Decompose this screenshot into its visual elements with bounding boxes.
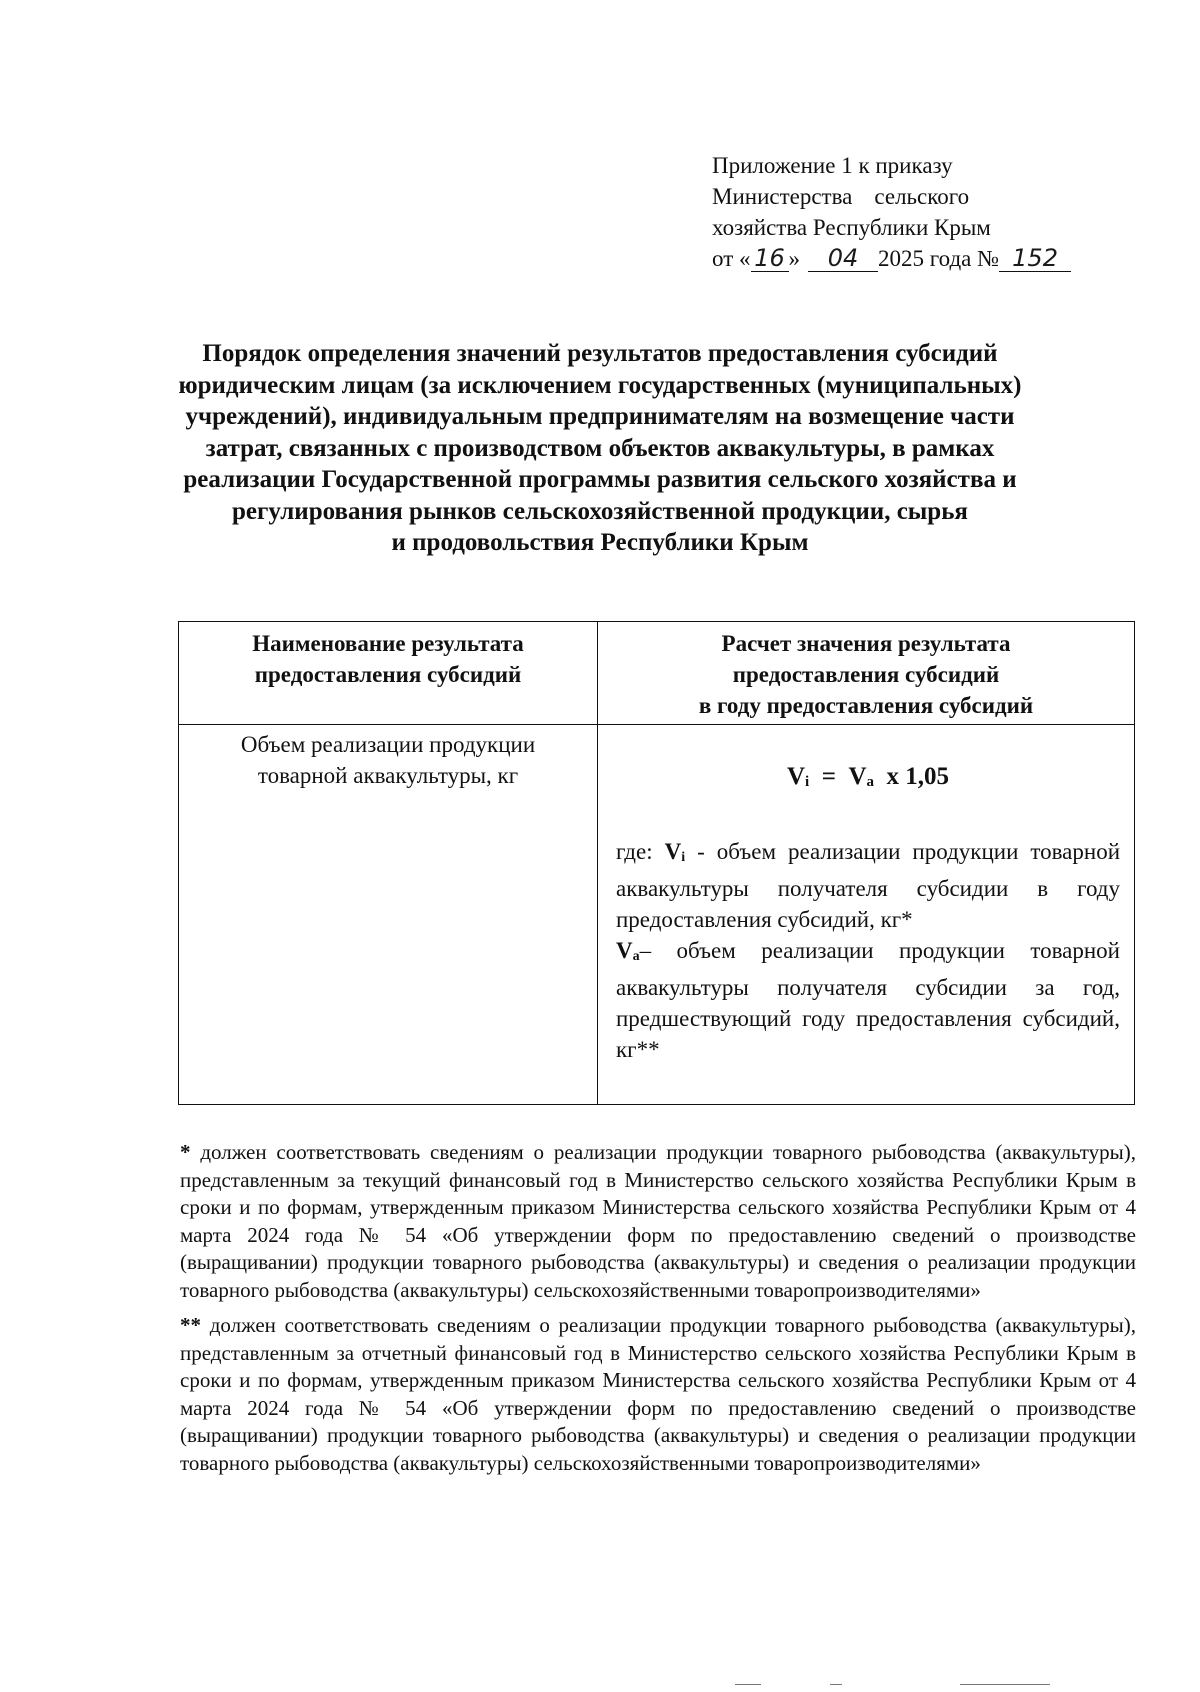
def-text: - объем реализации продукции товарной аквакультуры получателя субсидии в году предоставления субсидий, кг* bbox=[616, 839, 1120, 932]
header-line: предоставления субсидий bbox=[254, 662, 522, 687]
title-line: учреждений), индивидуальным предпринимателям на возмещение части bbox=[185, 403, 1015, 430]
document-title bbox=[150, 338, 1050, 559]
result-calc-cell bbox=[598, 725, 1135, 1105]
footnote-text: должен соответствовать сведениям о реализации продукции товарного рыбоводства (аквакультуры), представленным за текущий финансовый год в Министерство сельского хозяйства Республики Крым в сроки и по формам, утвержденным приказом Министерства сельского хозяйства Республики Крым от 4 марта 2024 года № 54 «Об утверждении форм по предоставлению сведений о производстве (выращивании) продукции товарного рыбоводства (аквакультуры) и сведения о реализации продукции товарного рыбоводства (аквакультуры) сельскохозяйственными товаропроизводителями» bbox=[180, 1140, 1136, 1302]
formula-lhs: V bbox=[786, 763, 806, 790]
date-day-handwritten: 16 bbox=[751, 245, 789, 272]
title-line: Порядок определения значений результатов предоставления субсидий bbox=[202, 340, 998, 367]
result-name-line: Объем реализации продукции bbox=[240, 732, 536, 757]
table-row bbox=[179, 725, 1135, 1105]
scan-artifact bbox=[960, 1684, 1050, 1685]
def-sub: i bbox=[681, 850, 686, 865]
order-number-handwritten: 152 bbox=[999, 245, 1071, 272]
results-table bbox=[178, 621, 1135, 1105]
header-result-name bbox=[179, 622, 598, 725]
def-symbol: V bbox=[664, 839, 682, 864]
header-line: Расчет значения результата bbox=[721, 631, 1011, 656]
def-sub: a bbox=[632, 949, 640, 964]
def-symbol: V bbox=[616, 938, 633, 963]
footnote-text: должен соответствовать сведениям о реализации продукции товарного рыбоводства (аквакультуры), представленным за отчетный финансовый год в Министерство сельского хозяйства Республики Крым в сроки и по формам, утвержденным приказом Министерства сельского хозяйства Республики Крым от 4 марта 2024 года № 54 «Об утверждении форм по предоставлению сведений о производстве (выращивании) продукции товарного рыбоводства (аквакультуры) и сведения о реализации продукции товарного рыбоводства (аквакультуры) сельскохозяйственными товаропроизводителями» bbox=[180, 1313, 1136, 1475]
scan-artifact bbox=[830, 1684, 842, 1685]
date-close: » bbox=[788, 246, 800, 271]
scan-artifact bbox=[735, 1684, 761, 1685]
formula-definitions bbox=[616, 836, 1120, 1065]
date-month-handwritten: 04 bbox=[808, 245, 878, 272]
header-line: Наименование результата bbox=[252, 631, 524, 656]
appendix-date-line bbox=[712, 243, 1071, 274]
formula-factor: x 1,05 bbox=[886, 763, 950, 790]
formula bbox=[616, 761, 1120, 798]
date-year: 2025 года № bbox=[878, 246, 1000, 271]
date-prefix: от « bbox=[712, 246, 751, 271]
title-line: реализации Государственной программы развития сельского хозяйства и bbox=[183, 466, 1017, 493]
footnote-mark: ** bbox=[180, 1313, 201, 1337]
footnote-mark: * bbox=[180, 1140, 191, 1164]
formula-lhs-sub: i bbox=[805, 774, 810, 790]
header-line: предоставления субсидий bbox=[732, 662, 1000, 687]
appendix-line-1: Приложение 1 к приказу bbox=[712, 153, 953, 178]
result-name-line: товарной аквакультуры, кг bbox=[257, 763, 519, 788]
appendix-header bbox=[712, 150, 1071, 274]
footnote-1 bbox=[180, 1139, 1136, 1304]
definition-va bbox=[616, 935, 1120, 1065]
formula-rhs-sub: a bbox=[866, 774, 875, 790]
appendix-line-3: хозяйства Республики Крым bbox=[712, 215, 991, 240]
title-line: затрат, связанных с производством объектов аквакультуры, в рамках bbox=[205, 434, 995, 462]
footnote-2 bbox=[180, 1312, 1136, 1477]
formula-rhs: V bbox=[848, 763, 867, 790]
def-text: – объем реализации продукции товарной аквакультуры получателя субсидии за год, предшествующий году предоставления субсидий, кг** bbox=[616, 938, 1120, 1062]
table-header-row bbox=[179, 622, 1135, 725]
footnotes bbox=[180, 1139, 1136, 1485]
title-line: и продовольствия Республики Крым bbox=[391, 529, 809, 556]
appendix-line-2a: Министерства bbox=[712, 184, 853, 209]
header-result-calc bbox=[598, 622, 1135, 725]
result-name-cell bbox=[179, 725, 598, 1105]
formula-eq: = bbox=[821, 763, 836, 790]
appendix-line-2 bbox=[712, 181, 1071, 212]
title-line: юридическим лицам (за исключением государственных (муниципальных) bbox=[178, 371, 1022, 399]
definition-vi bbox=[616, 836, 1120, 935]
appendix-line-2b: сельского bbox=[874, 184, 970, 209]
def-prefix: где: bbox=[616, 839, 665, 864]
title-line: регулирования рынков сельскохозяйственной продукции, сырья bbox=[232, 497, 968, 525]
header-line: в году предоставления субсидий bbox=[698, 693, 1034, 718]
